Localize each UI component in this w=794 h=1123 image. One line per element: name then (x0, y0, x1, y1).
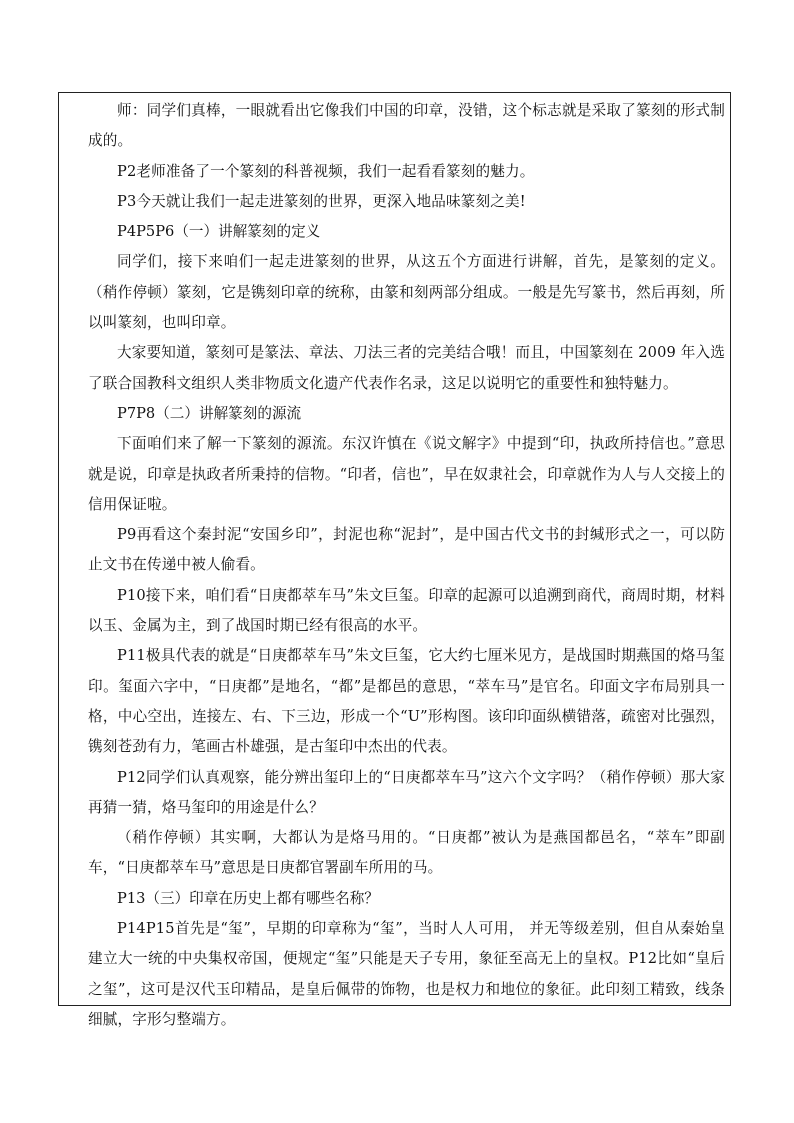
paragraph-p11-seal-detail: P11极具代表的就是“日庚都萃车马”朱文巨玺，它大约七厘米见方，是战国时期燕国的烙马玺印。玺面六字中，“日庚都”是地名，“都”是都邑的意思，“萃车马”是官名。印面文字布局别具一格，中心空出，连接左、右、下三边，形成一个“U”形构图。该印印面纵横错落，疏密对比强烈，镌刻苍劲有力，笔画古朴雄强，是古玺印中杰出的代表。 (88, 647, 725, 756)
section-heading-origin: P7P8（二）讲解篆刻的源流 (117, 404, 302, 422)
paragraph-horse-branding: （稍作停顿）其实啊，大都认为是烙马用的。“日庚都”被认为是燕国都邑名，“萃车”即副车，“日庚都萃车马”意思是日庚都官署副车所用的马。 (88, 829, 725, 877)
lesson-script-body (88, 96, 725, 1035)
paragraph-origin: 下面咱们来了解一下篆刻的源流。东汉许慎在《说文解字》中提到“印，执政所持信也。”意思就是说，印章是执政者所秉持的信物。“印者，信也”，早在奴隶社会，印章就作为人与人交接上的信用保证啦。 (88, 435, 725, 513)
paragraph-p10-giant-seal: P10接下来，咱们看“日庚都萃车马”朱文巨玺。印章的起源可以追溯到商代，商周时期，材料以玉、金属为主，到了战国时期已经有很高的水平。 (88, 586, 725, 635)
paragraph-p14-xi: P14P15首先是“玺”，早期的印章称为“玺”，当时人人可用， 并无等级差别，但自从秦始皇建立大一统的中央集权帝国，便规定“玺”只能是天子专用，象征至高无上的皇权。P12比如“皇后之玺”，这可是汉代玉印精品，是皇后佩带的饰物，也是权力和地位的象征。此印刻工精致，线条细腻，字形匀整端方。 (88, 920, 725, 1028)
section-heading-definition: P4P5P6（一）讲解篆刻的定义 (117, 223, 321, 241)
section-heading-names: P13（三）印章在历史上都有哪些名称？ (117, 889, 379, 907)
paragraph-teacher-intro: 师：同学们真棒，一眼就看出它像我们中国的印章，没错，这个标志就是采取了篆刻的形式制成的。 (88, 102, 725, 150)
paragraph-p12-observe: P12同学们认真观察，能分辨出玺印上的“日庚都萃车马”这六个文字吗？（稍作停顿）那大家再猜一猜，烙马玺印的用途是什么？ (88, 768, 725, 816)
paragraph-definition: 同学们，接下来咱们一起走进篆刻的世界，从这五个方面进行讲解，首先，是篆刻的定义。（稍作停顿）篆刻，它是镌刻印章的统称，由篆和刻两部分组成。一般是先写篆书，然后再刻，所以叫篆刻，也叫印章。 (88, 253, 725, 332)
paragraph-p3-enter-world: P3今天就让我们一起走进篆刻的世界，更深入地品味篆刻之美! (117, 192, 526, 210)
paragraph-unesco: 大家要知道，篆刻可是篆法、章法、刀法三者的完美结合哦！而且，中国篆刻在 2009 年入选了联合国教科文组织人类非物质文化遗产代表作名录，这足以说明它的重要性和独特魅力。 (88, 344, 725, 392)
paragraph-p2-video: P2老师准备了一个篆刻的科普视频，我们一起看看篆刻的魅力。 (117, 162, 535, 180)
paragraph-p9-clay-seal: P9再看这个秦封泥“安国乡印”，封泥也称“泥封”，是中国古代文书的封缄形式之一，可以防止文书在传递中被人偷看。 (88, 526, 725, 574)
